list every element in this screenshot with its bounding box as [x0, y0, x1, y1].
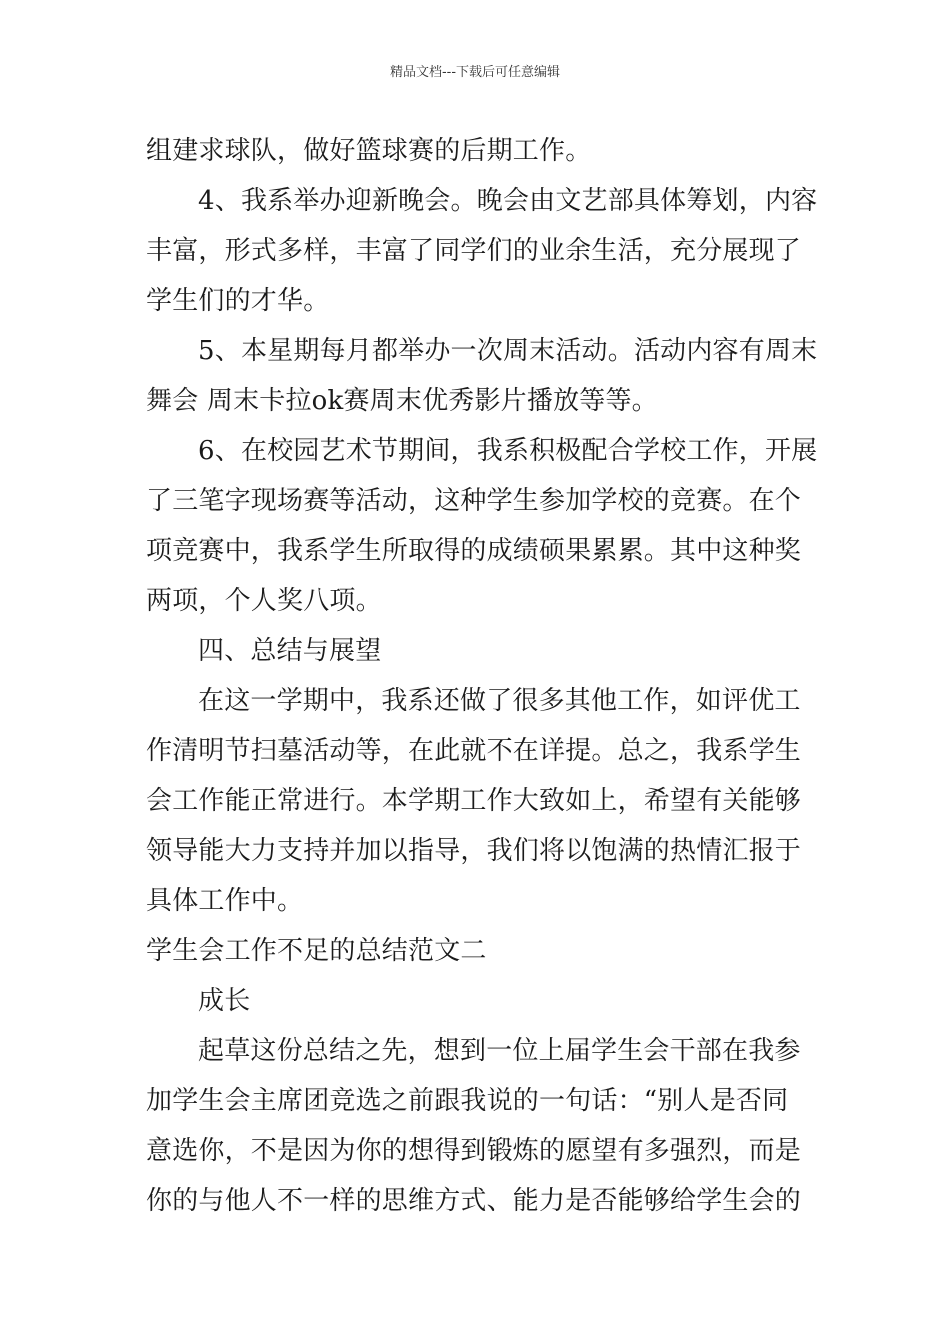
document-body [146, 126, 818, 1226]
text-line: 丰富，形式多样，丰富了同学们的业余生活，充分展现了 [146, 236, 802, 266]
subtitle: 成长 [198, 986, 251, 1016]
text-line: 具体工作中。 [146, 886, 304, 916]
text-line: 学生们的才华。 [146, 286, 330, 316]
text-line: 舞会 周末卡拉ok赛周末优秀影片播放等等。 [146, 386, 658, 416]
text-line: 4、我系举办迎新晚会。晚会由文艺部具体筹划，内容 [198, 186, 818, 216]
text-line: 在这一学期中，我系还做了很多其他工作，如评优工 [198, 686, 801, 716]
text-line: 作清明节扫墓活动等，在此就不在详提。总之，我系学生 [146, 736, 802, 766]
text-line: 会工作能正常进行。本学期工作大致如上，希望有关能够 [146, 786, 802, 816]
text-line: 加学生会主席团竞选之前跟我说的一句话：“别人是否同 [146, 1086, 789, 1116]
text-line: 起草这份总结之先，想到一位上届学生会干部在我参 [198, 1036, 801, 1066]
text-line: 你的与他人不一样的思维方式、能力是否能够给学生会的 [146, 1186, 802, 1216]
section-heading: 四、总结与展望 [198, 636, 382, 666]
text-line: 领导能大力支持并加以指导，我们将以饱满的热情汇报于 [146, 836, 802, 866]
text-line: 6、在校园艺术节期间，我系积极配合学校工作，开展 [198, 436, 818, 466]
document-title: 学生会工作不足的总结范文二 [146, 936, 487, 966]
text-line: 项竞赛中，我系学生所取得的成绩硕果累累。其中这种奖 [146, 536, 802, 566]
text-line: 5、本星期每月都举办一次周末活动。活动内容有周末 [198, 336, 818, 366]
text-line: 组建求球队，做好篮球赛的后期工作。 [146, 136, 592, 166]
page-header: 精品文档---下载后可任意编辑 [389, 65, 561, 80]
text-line: 两项，个人奖八项。 [146, 586, 382, 616]
text-line: 意选你，不是因为你的想得到锻炼的愿望有多强烈，而是 [146, 1136, 802, 1166]
text-line: 了三笔字现场赛等活动，这种学生参加学校的竞赛。在个 [146, 486, 802, 516]
